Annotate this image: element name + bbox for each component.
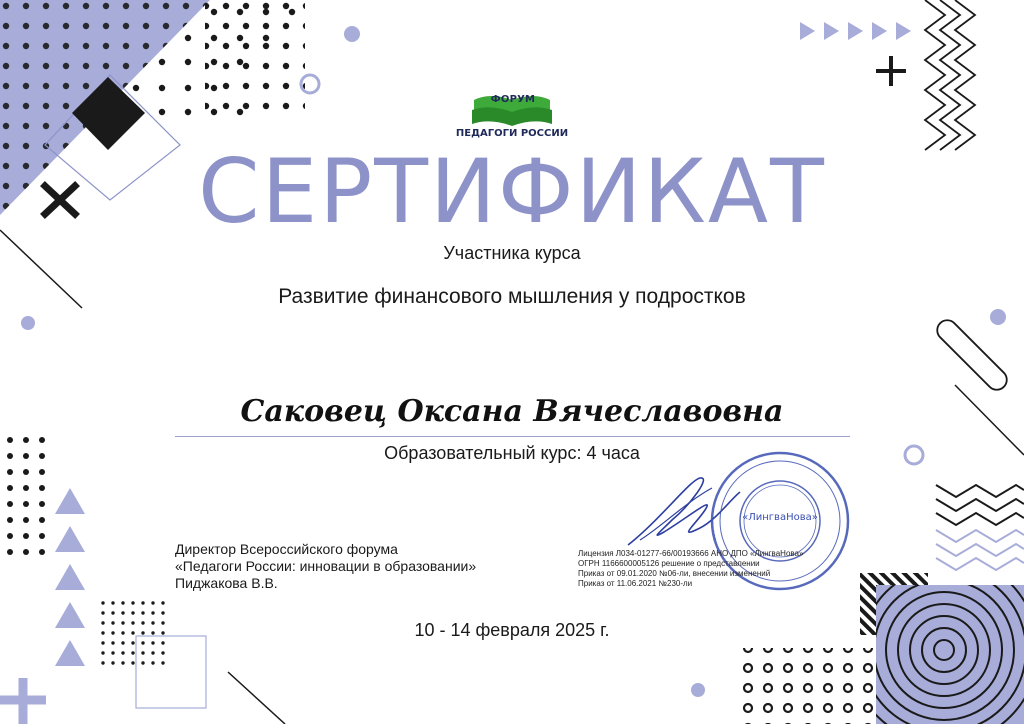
logo-title: ФОРУМ	[490, 94, 536, 105]
signature-drawing	[628, 478, 740, 545]
license-line-2: ОГРН 1166600005126 решение о представлении	[578, 559, 760, 568]
course-name: Развитие финансового мышления у подростков	[278, 285, 746, 308]
plus-icon	[876, 56, 906, 86]
license-line-3: Приказ от 09.01.2020 №06-ли, внесении изменений	[578, 569, 771, 578]
certificate-subtitle: Участника курса	[443, 243, 581, 263]
zigzag-lines-shape	[925, 0, 975, 150]
director-line-1: Директор Всероссийского форума	[175, 541, 398, 557]
course-dates: 10 - 14 февраля 2025 г.	[414, 620, 610, 640]
pill-shape	[933, 316, 1011, 394]
director-line-3: Пиджакова В.В.	[175, 575, 278, 591]
ring-grid-shape	[740, 648, 880, 724]
license-line-4: Приказ от 11.06.2021 №230-ли	[578, 579, 693, 588]
name-underline	[175, 436, 850, 437]
certificate-title: СЕРТИФИКАТ	[198, 140, 826, 243]
course-hours: Образовательный курс: 4 часа	[384, 443, 640, 463]
arrow-row-icon	[800, 22, 911, 40]
plus-large-icon	[0, 678, 46, 724]
stamp-center-text: «ЛингваНова»	[742, 512, 818, 523]
license-line-1: Лицензия Л034-01277-66/00193666 АНО ДПО «ЛингваНова»	[578, 549, 804, 558]
license-block	[578, 549, 803, 589]
director-line-2: «Педагоги России: инновации в образовании»	[175, 558, 477, 574]
recipient-name: Саковец Оксана Вячеславовна	[240, 394, 784, 429]
director-block	[175, 541, 476, 592]
zigzag-block-shape	[936, 485, 1024, 570]
logo-subtitle: ПЕДАГОГИ РОССИИ	[455, 128, 569, 139]
